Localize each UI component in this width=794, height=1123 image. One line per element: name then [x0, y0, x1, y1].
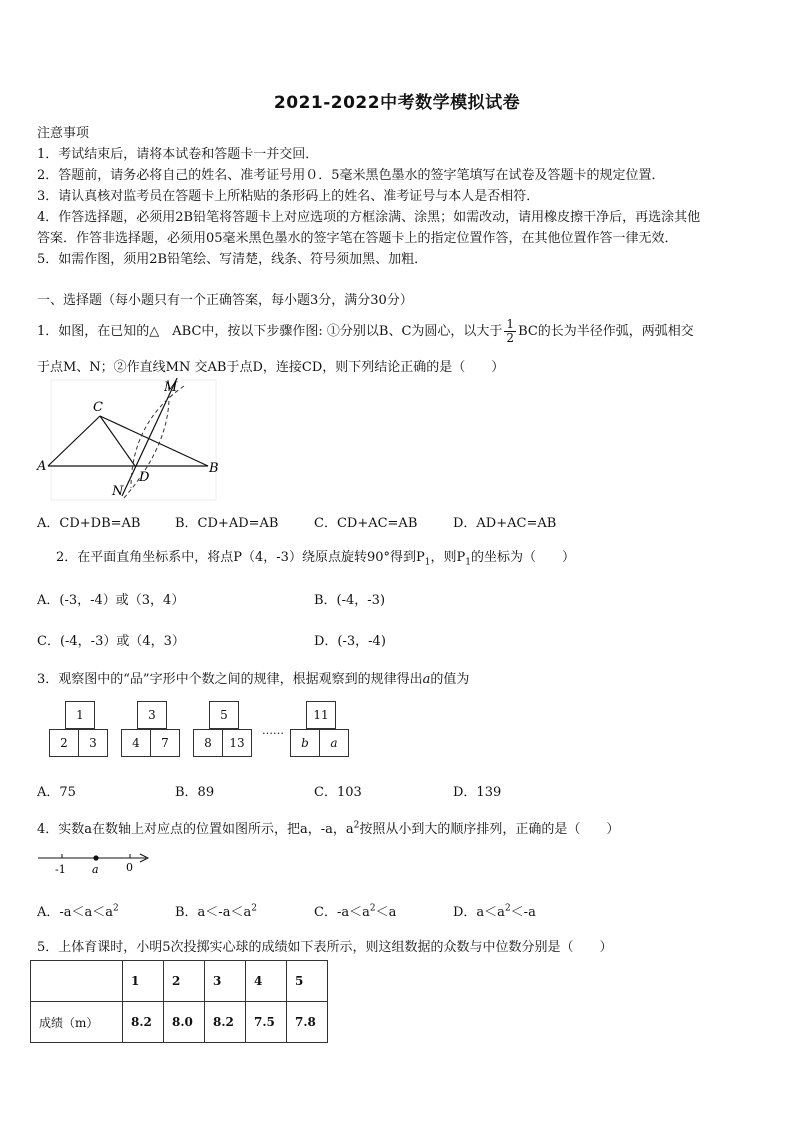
- pin-left: 8: [193, 729, 223, 757]
- q5-stem: 5．上体育课时，小明5次投掷实心球的成绩如下表所示，则这组数据的众数与中位数分别是（ ）: [37, 940, 613, 955]
- q1-text-a: 1．如图，在已知的△ ABC中，按以下步骤作图: ①分别以B、C为圆心，以大于: [37, 324, 503, 339]
- q3-text-a: 3．观察图中的“品”字形中个数之间的规律，根据观察到的规律得出: [37, 672, 423, 687]
- q2-text-a: 2．在平面直角坐标系中，将点P（4，-3）绕原点旋转90°得到P: [56, 550, 425, 565]
- table-cell: 8.2: [123, 1002, 164, 1043]
- frac-den: 2: [506, 331, 515, 345]
- q3-option-a[interactable]: A．75: [37, 785, 76, 800]
- table-cell: 7.5: [246, 1002, 287, 1043]
- segment-AC: [48, 416, 100, 466]
- table-cell: 成绩（m）: [31, 1002, 123, 1043]
- q4-sup: 2: [353, 820, 360, 831]
- line-MN: [122, 378, 178, 496]
- point-a: [93, 855, 98, 860]
- q1-line1: [37, 318, 694, 345]
- table-cell: 8.2: [205, 1002, 246, 1043]
- table-cell: 8.0: [164, 1002, 205, 1043]
- q4-opt-c-sup: 2: [369, 903, 376, 914]
- label-A: A: [37, 459, 47, 474]
- q4-text-a: 4．实数a在数轴上对应点的位置如图所示，把a，-a，a: [37, 822, 354, 837]
- q1-geometry-figure: [36, 378, 226, 503]
- table-row: [31, 961, 328, 1002]
- label-zero: 0: [126, 861, 133, 874]
- pin-ellipsis: ……: [262, 724, 284, 737]
- label-C: C: [93, 400, 103, 415]
- frac-num: 1: [506, 317, 515, 331]
- q1-option-b[interactable]: B．CD+AD=AB: [175, 516, 279, 531]
- table-cell: 3: [205, 961, 246, 1002]
- q4-option-a[interactable]: [37, 901, 119, 920]
- table-cell: 1: [123, 961, 164, 1002]
- pin-left: b: [290, 729, 320, 757]
- q2-option-d[interactable]: D．(-3，-4): [314, 634, 386, 649]
- pin-right: a: [319, 729, 349, 757]
- q4-opt-b-text: B．a＜-a＜a: [175, 905, 252, 920]
- q4-opt-a-sup: 2: [113, 903, 119, 914]
- q3-option-d[interactable]: D．139: [453, 785, 502, 800]
- table-cell: 2: [164, 961, 205, 1002]
- table-cell: 7.8: [287, 1002, 328, 1043]
- pin-right: 13: [222, 729, 252, 757]
- notice-item-2: 2．答题前，请务必将自己的姓名、准考证号用０．5毫米黑色墨水的签字笔填写在试卷及答题卡的规定位置．: [37, 168, 665, 183]
- fraction-half: [504, 318, 516, 345]
- q4-opt-d-sup: 2: [504, 903, 511, 914]
- label-M: M: [164, 380, 178, 395]
- label-B: B: [209, 461, 219, 476]
- q4-opt-c-text: C．-a＜a: [314, 905, 370, 920]
- q4-option-c[interactable]: [314, 901, 396, 920]
- q2-option-c[interactable]: C．(-4，-3）或（4，3）: [37, 634, 185, 649]
- q4-text-b: 按照从小到大的顺序排列，正确的是（ ）: [359, 822, 620, 837]
- notice-item-4: 4．作答选择题，必须用2B铅笔将答题卡上对应选项的方框涂满、涂黑；如需改动，请用橡皮擦干净后，再选涂其他: [37, 210, 701, 225]
- notice-item-3: 3．请认真核对监考员在答题卡上所粘贴的条形码上的姓名、准考证号与本人是否相符．: [37, 189, 540, 204]
- q3-text-b: 的值为: [430, 672, 470, 687]
- q1-option-d[interactable]: D．AD+AC=AB: [453, 516, 557, 531]
- pin-top: 11: [306, 701, 336, 729]
- pin-right: 7: [150, 729, 180, 757]
- q1-text-b: BC的长为半径作弧，两弧相交: [518, 324, 694, 339]
- q3-var: a: [422, 672, 431, 687]
- number-line-figure: [36, 848, 156, 878]
- q3-option-c[interactable]: C．103: [314, 785, 362, 800]
- pin-top: 5: [209, 701, 239, 729]
- table-row: [31, 1002, 328, 1043]
- q4-opt-c-tail: ＜a: [375, 905, 397, 920]
- q2-option-a[interactable]: A．(-3，-4）或（3，4）: [37, 593, 185, 608]
- q2-sub2: 1: [465, 557, 471, 568]
- q1-option-c[interactable]: C．CD+AC=AB: [314, 516, 418, 531]
- q4-opt-b-sup: 2: [251, 903, 257, 914]
- section-heading: 一、选择题（每小题只有一个正确答案，每小题3分，满分30分）: [37, 293, 413, 308]
- table-cell: 5: [287, 961, 328, 1002]
- table-cell: 4: [246, 961, 287, 1002]
- q4-stem: [37, 818, 619, 837]
- notice-item-5: 5．如需作图，须用2B铅笔绘、写清楚，线条、符号须加黑、加粗．: [37, 252, 428, 267]
- q2-option-b[interactable]: B．(-4，-3): [314, 593, 386, 608]
- q4-opt-d-tail: ＜-a: [510, 905, 536, 920]
- label-neg1: -1: [55, 863, 66, 876]
- pin-top: 1: [65, 701, 95, 729]
- page-title: 2021-2022中考数学模拟试卷: [273, 93, 521, 113]
- scores-table: [30, 960, 328, 1043]
- pin-right: 3: [78, 729, 108, 757]
- pin-left: 4: [121, 729, 151, 757]
- q4-opt-d-text: D．a＜a: [453, 905, 505, 920]
- q2-sub1: 1: [424, 557, 431, 568]
- q1-option-a[interactable]: A．CD+DB=AB: [37, 516, 141, 531]
- notice-heading: 注意事项: [37, 126, 90, 141]
- q4-option-d[interactable]: [453, 901, 536, 920]
- pin-left: 2: [49, 729, 79, 757]
- q2-text-b: ，则P: [430, 550, 466, 565]
- segment-CB: [100, 416, 208, 466]
- table-cell: [31, 961, 123, 1002]
- q2-stem: [56, 546, 575, 568]
- q3-option-b[interactable]: B．89: [175, 785, 215, 800]
- notice-item-4-cont: 答案．作答非选择题，必须用05毫米黑色墨水的签字笔在答题卡上的指定位置作答，在其他位置作答一律无效．: [37, 231, 678, 246]
- label-N: N: [112, 484, 124, 499]
- q1-line2: 于点M、N；②作直线MN 交AB于点D，连接CD，则下列结论正确的是（ ）: [37, 360, 505, 375]
- q2-text-c: 的坐标为（ ）: [470, 550, 575, 565]
- label-a: a: [92, 863, 99, 876]
- label-D: D: [139, 470, 150, 485]
- pin-top: 3: [137, 701, 167, 729]
- notice-item-1: 1．考试结束后，请将本试卷和答题卡一并交回．: [37, 147, 319, 162]
- q4-opt-a-text: A．-a＜a＜a: [37, 905, 114, 920]
- q4-option-b[interactable]: [175, 901, 257, 920]
- q3-stem: [37, 668, 469, 687]
